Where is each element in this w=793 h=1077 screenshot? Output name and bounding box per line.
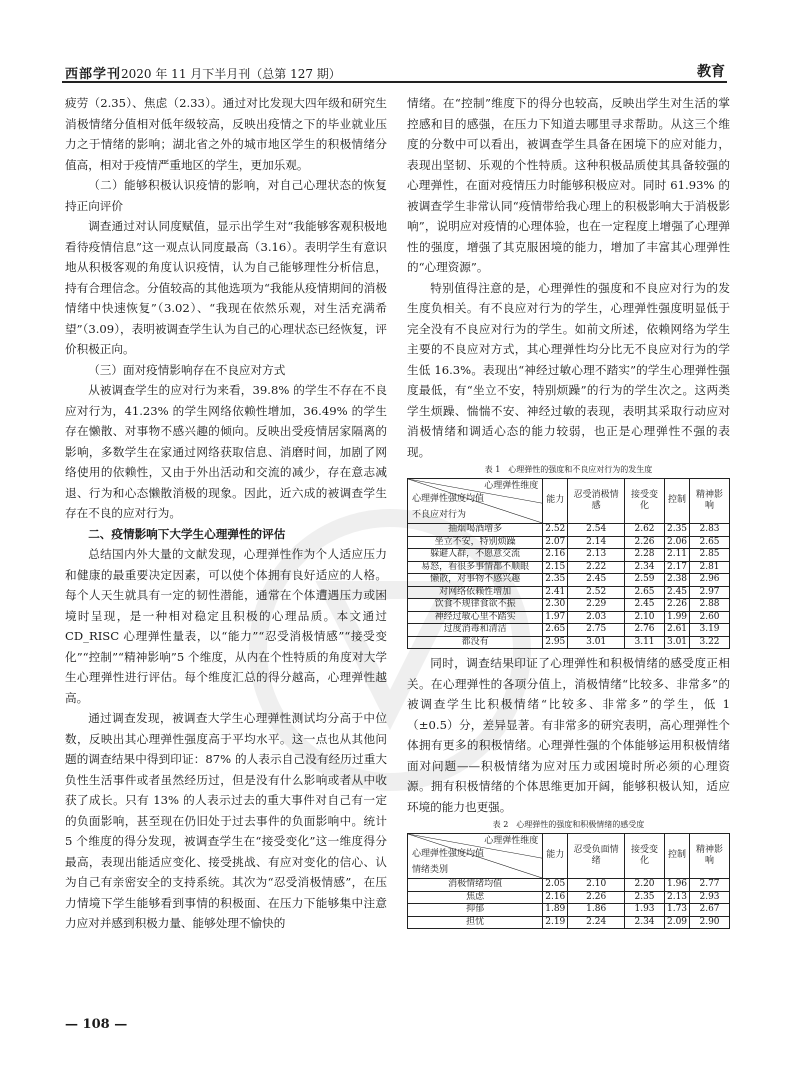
journal-header — [65, 63, 341, 82]
table-row — [408, 916, 730, 929]
table-cell: 2.35 — [664, 524, 689, 537]
table-cell: 2.59 — [625, 574, 665, 587]
table-cell: 2.67 — [690, 904, 730, 917]
table-cell: 2.83 — [690, 524, 730, 537]
table-cell: 2.45 — [625, 599, 665, 612]
table-cell: 2.09 — [664, 916, 689, 929]
table-cell: 2.26 — [664, 599, 689, 612]
subsection-heading: （三）面对疫情影响存在不良应对方式 — [88, 362, 286, 377]
table-cell: 2.95 — [543, 636, 568, 649]
table-cell: 2.41 — [543, 586, 568, 599]
table-cell: 2.29 — [568, 599, 625, 612]
header-rule — [62, 81, 727, 83]
table-cell: 1.73 — [664, 904, 689, 917]
row-label: 易怒，看很多事情都不顺眼 — [408, 561, 543, 574]
table-cell: 3.22 — [690, 636, 730, 649]
table-row — [408, 636, 730, 649]
column-header: 接受变化 — [625, 479, 665, 524]
row-label: 对网络依赖性增加 — [408, 586, 543, 599]
table-cell: 3.11 — [625, 636, 665, 649]
table-cell: 1.89 — [543, 904, 568, 917]
table-cell: 2.14 — [568, 536, 625, 549]
page-number: — 108 — — [65, 1017, 128, 1032]
diagonal-header-cell — [408, 834, 543, 879]
table-cell: 1.99 — [664, 611, 689, 624]
diag-label-mid: 心理弹性强度均值 — [412, 494, 485, 504]
table-cell: 2.28 — [625, 549, 665, 562]
table-cell: 2.52 — [568, 586, 625, 599]
table-cell: 2.35 — [625, 891, 665, 904]
table-cell: 2.65 — [543, 624, 568, 637]
table-cell: 1.96 — [664, 879, 689, 892]
section-label: 教育 — [697, 64, 725, 80]
diag-label-bottom: 不良应对行为 — [412, 509, 467, 520]
table-row — [408, 536, 730, 549]
table-cell: 2.45 — [568, 574, 625, 587]
row-label: 消极情绪均值 — [408, 879, 543, 892]
column-header: 能力 — [543, 479, 568, 524]
row-label: 过度消毒和清洁 — [408, 624, 543, 637]
table-cell: 2.34 — [625, 561, 665, 574]
table-row — [408, 891, 730, 904]
table-resilience-emotion — [407, 833, 730, 929]
table-cell: 2.16 — [543, 891, 568, 904]
table-cell: 2.61 — [664, 624, 689, 637]
paragraph: 从被调查学生的应对行为来看，39.8% 的学生不存在不良应对行为，41.23% 的学生网络依赖性增加，36.49% 的学生存在懒散、对事物不感兴趣的倾向。反映出受疫情居家隔离的影响，多数学生在家通过网络获取信息、消磨时间，加剧了网络使用的依赖性，又由于外出活动和交流的减少，存在意志减退、行为和心态懒散消极的现象。因此，近六成的被调查学生存在不良的应对行为。 — [65, 383, 387, 520]
paragraph: 通过调查发现，被调查大学生心理弹性测试均分高于中位数，反映出其心理弹性强度高于平均水平。这一点也从其他问题的调查结果中得到印证：87% 的人表示自己没有经历过重大负性生活事件或者虽然经历过，但是没有什么影响或者从中收获了成长。只有 13% 的人表示过去的重大事件对自己有一定的负面影响，甚至现在仍旧处于过去事件的负面影响中。统计 5 个维度的得分发现，被调查学生在“接受变化”这一维度得分最高，表现出能适应变化、接受挑战、有应对变化的信心、认为自己有亲密安全的支持系统。其次为“忍受消极情感”，在压力情境下学生能够看到事情的积极面、在压力下能够集中注意力应对并感到积极力量、能够处理不愉快的 — [65, 711, 387, 930]
row-label: 焦虑 — [408, 891, 543, 904]
table-cell: 2.16 — [543, 549, 568, 562]
table-cell: 2.45 — [664, 586, 689, 599]
row-label: 抑郁 — [408, 904, 543, 917]
row-label: 懒散，对事物不感兴趣 — [408, 574, 543, 587]
table-cell: 1.93 — [625, 904, 665, 917]
row-label: 饮食不规律食欲不振 — [408, 599, 543, 612]
journal-issue: 2020 年 11 月下半月刊（总第 127 期） — [121, 67, 341, 81]
table-cell: 2.13 — [568, 549, 625, 562]
row-label: 躲避人群，不愿意交流 — [408, 549, 543, 562]
table-cell: 2.88 — [690, 599, 730, 612]
table-row — [408, 904, 730, 917]
table-cell: 2.03 — [568, 611, 625, 624]
paragraph: 特别值得注意的是，心理弹性的强度和不良应对行为的发生度负相关。有不良应对行为的学生，心理弹性强度明显低于完全没有不良应对行为的学生。如前文所述，依赖网络为学生主要的不良应对方式，其心理弹性均分比无不良应对行为的学生低 16.3%。表现出“神经过敏心理不踏实”的学生心理弹性强度最低，有“坐立不安，特别烦躁”的行为的学生次之。这两类学生烦躁、惴惴不安、神经过敏的表现，表明其采取行动应对消极情绪和调适心态的能力较弱，也正是心理弹性不强的表现。 — [407, 280, 730, 459]
left-column — [65, 93, 387, 934]
row-label: 坐立不安，特别烦躁 — [408, 536, 543, 549]
table-cell: 2.22 — [568, 561, 625, 574]
table-cell: 2.85 — [690, 549, 730, 562]
table-cell: 2.15 — [543, 561, 568, 574]
column-header: 精神影响 — [690, 479, 730, 524]
table-resilience-coping — [407, 478, 730, 649]
table-body — [408, 879, 730, 929]
table-cell: 2.62 — [625, 524, 665, 537]
paragraph: 同时，调查结果印证了心理弹性和积极情绪的感受度正相关。在心理弹性的各项分值上，消极情绪“比较多、非常多”的被调查学生比积极情绪“比较多、非常多”的学生，低 1（±0.5）分，差异显著。有非常多的研究表明，高心理弹性个体拥有更多的积极情绪。心理弹性强的个体能够运用积极情绪面对问题——积极情绪为应对压力或困境时所必须的心理资源。拥有积极情绪的个体思维更加开阔，能够积极认知，适应环境的能力也更强。 — [407, 656, 730, 814]
row-label: 神经过敏心里不踏实 — [408, 611, 543, 624]
table-cell: 2.30 — [543, 599, 568, 612]
column-header: 接受变化 — [625, 834, 665, 879]
diag-label-bottom: 情绪类别 — [412, 864, 449, 875]
table-cell: 2.20 — [625, 879, 665, 892]
table-cell: 1.97 — [543, 611, 568, 624]
table-row — [408, 624, 730, 637]
row-label: 抽烟喝酒增多 — [408, 524, 543, 537]
column-header: 控制 — [664, 479, 689, 524]
table-row — [408, 549, 730, 562]
table-cell: 2.07 — [543, 536, 568, 549]
table-cell: 2.34 — [625, 916, 665, 929]
paragraph: 总结国内外大量的文献发现，心理弹性作为个人适应压力和健康的最重要决定因素，可以使个体拥有良好适应的人格。每个人天生就具有一定的韧性潜能，通常在个体遭遇压力或困境时呈现，是一种相对稳定且积极的心理品质。本文通过 CD_RISC 心理弹性量表，以“能力”“忍受消极情感”“接受变化”“控制”“精神影响”5 个维度，从内在个性特质的角度对大学生心理弹性进行评估。每个维度汇总的得分越高，心理弹性越高。 — [65, 547, 387, 705]
table-cell: 2.24 — [568, 916, 625, 929]
table-row — [408, 611, 730, 624]
paragraph: 疲劳（2.35）、焦虑（2.33）。通过对比发现大四年级和研究生消极情绪分值相对低年级较高，反映出疫情之下的毕业就业压力之于情绪的影响；湖北省之外的城市地区学生的积极情绪分值高，相对于疫情严重地区的学生，更加乐观。 — [65, 96, 387, 172]
column-header: 忍受负面情绪 — [568, 834, 625, 879]
column-header: 能力 — [543, 834, 568, 879]
table-cell: 2.06 — [664, 536, 689, 549]
table-cell: 2.96 — [690, 574, 730, 587]
table-cell: 2.77 — [690, 879, 730, 892]
table-body — [408, 524, 730, 649]
diag-label-top: 心理弹性维度 — [484, 836, 539, 846]
table-cell: 2.75 — [568, 624, 625, 637]
column-header: 控制 — [664, 834, 689, 879]
row-label: 都没有 — [408, 636, 543, 649]
right-column — [407, 93, 730, 929]
table-cell: 2.93 — [690, 891, 730, 904]
table-cell: 2.10 — [568, 879, 625, 892]
paragraph: 调查通过对认同度赋值，显示出学生对“我能够客观积极地看待疫情信息”这一观点认同度最高（3.16）。表明学生有意识地从积极客观的角度认识疫情，认为自己能够理性分析信息，持有合理信念。分值较高的其他选项为“我能从疫情期间的消极情绪中快速恢复”（3.02）、“我现在依然乐观，对生活充满希望”（3.09），表明被调查学生认为自己的心理状态已经恢复，评价积极正向。 — [65, 219, 387, 356]
table-row — [408, 586, 730, 599]
table-cell: 2.17 — [664, 561, 689, 574]
subsection-heading: （二）能够积极认识疫情的影响，对自己心理状态的恢复持正向评价 — [65, 178, 387, 213]
table-caption: 表 1 心理弹性的强度和不良应对行为的发生度 — [484, 465, 653, 474]
table-cell: 2.90 — [690, 916, 730, 929]
table-cell: 2.54 — [568, 524, 625, 537]
table-cell: 2.05 — [543, 879, 568, 892]
row-label: 担忧 — [408, 916, 543, 929]
table-row — [408, 599, 730, 612]
table-cell: 2.19 — [543, 916, 568, 929]
table-cell: 2.97 — [690, 586, 730, 599]
table-row — [408, 561, 730, 574]
table-cell: 2.81 — [690, 561, 730, 574]
table-row — [408, 879, 730, 892]
column-header: 精神影响 — [690, 834, 730, 879]
section-heading: 二、疫情影响下大学生心理弹性的评估 — [88, 526, 286, 541]
table-cell: 2.11 — [664, 549, 689, 562]
table-cell: 2.60 — [690, 611, 730, 624]
diag-label-top: 心理弹性维度 — [484, 481, 539, 491]
diag-label-mid: 心理弹性强度均值 — [412, 849, 485, 859]
diagonal-header-cell — [408, 479, 543, 524]
table-row — [408, 524, 730, 537]
table-cell: 2.10 — [625, 611, 665, 624]
table-cell: 1.86 — [568, 904, 625, 917]
table-cell: 2.26 — [568, 891, 625, 904]
paragraph: 情绪。在“控制”维度下的得分也较高，反映出学生对生活的掌控感和目的感强，在压力下知道去哪里寻求帮助。从这三个维度的分数中可以看出，被调查学生具备在困境下的应对能力，表现出坚韧、乐观的个性特质。这种积极品质使其具备较强的心理弹性，在面对疫情压力时能够积极应对。同时 61.93% 的被调查学生非常认同“疫情带给我心理上的积极影响大于消极影响”，说明应对疫情的心理体验，也在一定程度上增强了心理弹性的强度，增强了其克服困境的能力，增加了丰富其心理弹性的“心理资源”。 — [407, 96, 730, 274]
table-cell: 3.19 — [690, 624, 730, 637]
table-cell: 2.65 — [690, 536, 730, 549]
table-cell: 2.65 — [625, 586, 665, 599]
table-caption: 表 2 心理弹性的强度和积极情绪的感受度 — [492, 820, 645, 829]
table-cell: 2.76 — [625, 624, 665, 637]
table-cell: 2.38 — [664, 574, 689, 587]
table-cell: 2.52 — [543, 524, 568, 537]
journal-brand: 西部学刊 — [65, 67, 122, 82]
table-cell: 2.35 — [543, 574, 568, 587]
table-cell: 2.13 — [664, 891, 689, 904]
table-row — [408, 574, 730, 587]
table-cell: 2.26 — [625, 536, 665, 549]
table-cell: 3.01 — [568, 636, 625, 649]
column-header: 忍受消极情感 — [568, 479, 625, 524]
table-cell: 3.01 — [664, 636, 689, 649]
